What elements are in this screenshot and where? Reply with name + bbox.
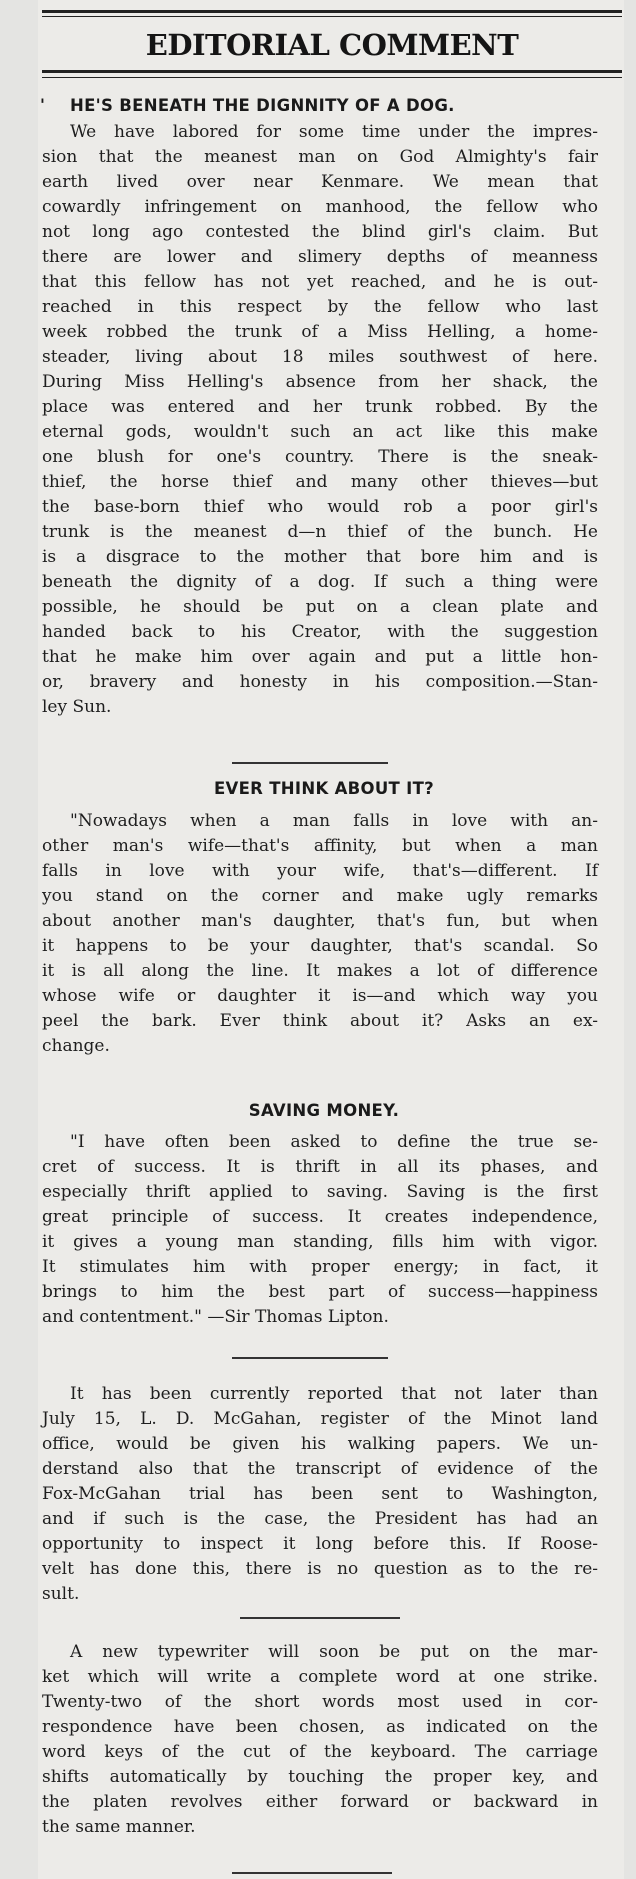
text-line: steader, living about 18 miles southwest of here.: [42, 347, 598, 367]
masthead-title: EDITORIAL COMMENT: [145, 28, 519, 62]
section-divider: [232, 762, 388, 764]
text-line: opportunity to inspect it long before this. If Roose-: [42, 1534, 598, 1554]
text-line: peel the bark. Ever think about it? Asks an ex-: [42, 1011, 598, 1031]
text-line: there are lower and slimery depths of meanness: [42, 247, 598, 267]
text-line: especially thrift applied to saving. Saving is the first: [42, 1182, 598, 1202]
masthead-rule-top: [42, 10, 622, 13]
text-line: sion that the meanest man on God Almighty's fair: [42, 147, 598, 167]
masthead-rule-top-thin: [42, 16, 622, 17]
text-line: respondence have been chosen, as indicated on the: [42, 1717, 598, 1737]
text-line: derstand also that the transcript of evidence of the: [42, 1459, 598, 1479]
text-line: great principle of success. It creates independence,: [42, 1207, 598, 1227]
article-body: [42, 1382, 598, 1607]
text-line: It stimulates him with proper energy; in fact, it: [42, 1257, 598, 1277]
text-line: about another man's daughter, that's fun, but when: [42, 911, 598, 931]
text-line: earth lived over near Kenmare. We mean that: [42, 172, 598, 192]
text-line: cowardly infringement on manhood, the fellow who: [42, 197, 598, 217]
article-body: [42, 120, 598, 720]
text-line: ket which will write a complete word at one strike.: [42, 1667, 598, 1687]
text-line: and contentment." —Sir Thomas Lipton.: [42, 1307, 389, 1327]
article-body: [42, 809, 598, 1059]
text-line: falls in love with your wife, that's—different. If: [42, 861, 598, 881]
text-line: possible, he should be put on a clean plate and: [42, 597, 598, 617]
section-divider: [232, 1357, 388, 1359]
article-heading: SAVING MONEY.: [248, 1101, 400, 1120]
text-line: shifts automatically by touching the proper key, and: [42, 1767, 598, 1787]
text-line: We have labored for some time under the impres-: [70, 122, 598, 142]
section-divider: [232, 1872, 392, 1874]
text-line: brings to him the best part of success—happiness: [42, 1282, 598, 1302]
text-line: not long ago contested the blind girl's claim. But: [42, 222, 598, 242]
text-line: the base-born thief who would rob a poor girl's: [42, 497, 598, 517]
text-line: place was entered and her trunk robbed. By the: [42, 397, 598, 417]
text-line: reached in this respect by the fellow who last: [42, 297, 598, 317]
text-line: July 15, L. D. McGahan, register of the Minot land: [42, 1409, 598, 1429]
text-line: that he make him over again and put a little hon-: [42, 647, 598, 667]
text-line: word keys of the cut of the keyboard. The carriage: [42, 1742, 598, 1762]
section-divider: [240, 1617, 400, 1619]
text-line: eternal gods, wouldn't such an act like this make: [42, 422, 598, 442]
text-line: one blush for one's country. There is the sneak-: [42, 447, 598, 467]
text-line: or, bravery and honesty in his composition.—Stan-: [42, 672, 598, 692]
article-body: [42, 1640, 598, 1840]
text-line: other man's wife—that's affinity, but when a man: [42, 836, 598, 856]
masthead-rule-bottom: [42, 70, 622, 73]
text-line: whose wife or daughter it is—and which way you: [42, 986, 598, 1006]
text-line: "Nowadays when a man falls in love with an-: [70, 811, 598, 831]
text-line: it gives a young man standing, fills him with vigor.: [42, 1232, 598, 1252]
text-line: "I have often been asked to define the true se-: [70, 1132, 598, 1152]
text-line: cret of success. It is thrift in all its phases, and: [42, 1157, 598, 1177]
text-line: beneath the dignity of a dog. If such a thing were: [42, 572, 598, 592]
text-line: and if such is the case, the President has had an: [42, 1509, 598, 1529]
text-line: it happens to be your daughter, that's scandal. So: [42, 936, 598, 956]
article-body: [42, 1130, 598, 1330]
text-line: A new typewriter will soon be put on the mar-: [70, 1642, 598, 1662]
text-line: Twenty-two of the short words most used in cor-: [42, 1692, 598, 1712]
text-line: trunk is the meanest d—n thief of the bunch. He: [42, 522, 598, 542]
text-line: that this fellow has not yet reached, and he is out-: [42, 272, 598, 292]
text-line: change.: [42, 1036, 110, 1056]
text-line: velt has done this, there is no question as to the re-: [42, 1559, 598, 1579]
text-line: handed back to his Creator, with the suggestion: [42, 622, 598, 642]
bullet-mark: ': [40, 95, 45, 114]
text-line: During Miss Helling's absence from her shack, the: [42, 372, 598, 392]
text-line: It has been currently reported that not later than: [70, 1384, 598, 1404]
text-line: ley Sun.: [42, 697, 112, 717]
text-line: you stand on the corner and make ugly remarks: [42, 886, 598, 906]
text-line: week robbed the trunk of a Miss Helling, a home-: [42, 322, 598, 342]
text-line: sult.: [42, 1584, 80, 1604]
masthead-rule-bottom-thin: [42, 77, 622, 78]
text-line: Fox-McGahan trial has been sent to Washington,: [42, 1484, 598, 1504]
text-line: office, would be given his walking papers. We un-: [42, 1434, 598, 1454]
text-line: the platen revolves either forward or backward in: [42, 1792, 598, 1812]
text-line: is a disgrace to the mother that bore him and is: [42, 547, 598, 567]
article-heading: HE'S BENEATH THE DIGNNITY OF A DOG.: [70, 96, 455, 115]
text-line: it is all along the line. It makes a lot of difference: [42, 961, 598, 981]
article-heading: EVER THINK ABOUT IT?: [213, 779, 435, 798]
text-line: the same manner.: [42, 1817, 196, 1837]
text-line: thief, the horse thief and many other thieves—but: [42, 472, 598, 492]
